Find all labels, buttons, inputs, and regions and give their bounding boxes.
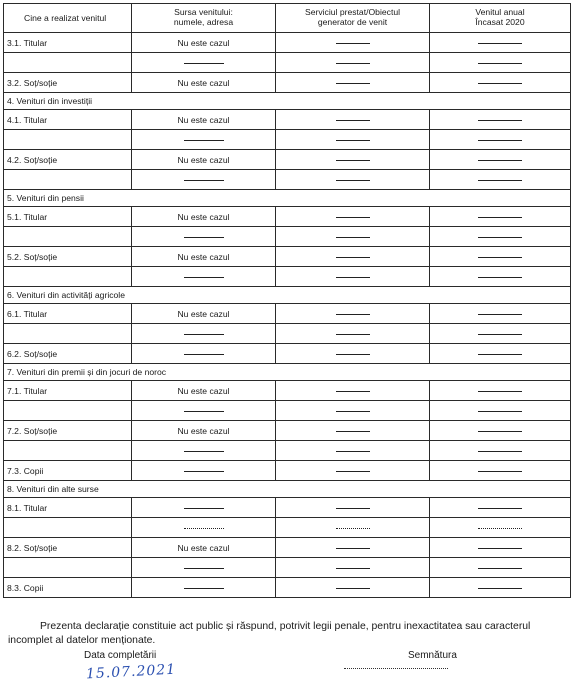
row-label: [4, 324, 132, 344]
blank-dash: [478, 354, 522, 355]
blank-dash: [336, 391, 370, 392]
amount-cell: [430, 441, 571, 461]
blank-dash: [184, 354, 224, 355]
blank-dash: [184, 451, 224, 452]
table-row: [4, 578, 571, 598]
service-cell: [276, 441, 430, 461]
blank-dash: [336, 508, 370, 509]
service-cell: [276, 324, 430, 344]
declaration-text: Prezenta declarație constituie act public și răspund, potrivit legii penale, pentru inexactitatea sau caracterul incomplet al datelor menționate.: [8, 621, 531, 647]
blank-dash: [336, 237, 370, 238]
section-title: 6. Venituri din activități agricole: [4, 287, 571, 304]
table-row: [4, 130, 571, 150]
blank-dash: [478, 314, 522, 315]
service-cell: [276, 498, 430, 518]
row-label: 8.3. Copii: [4, 578, 132, 598]
blank-dash: [184, 568, 224, 569]
source-cell: [132, 53, 276, 73]
blank-dash: [478, 180, 522, 181]
header-who-label: Cine a realizat venitul: [24, 13, 107, 23]
blank-dash: [336, 568, 370, 569]
row-label: [4, 558, 132, 578]
source-cell: Nu este cazul: [132, 73, 276, 93]
service-cell: [276, 518, 430, 538]
service-cell: [276, 150, 430, 170]
source-cell: [132, 130, 276, 150]
table-row: [4, 538, 571, 558]
amount-cell: [430, 538, 571, 558]
blank-dash: [336, 120, 370, 121]
row-label: [4, 401, 132, 421]
row-label: 7.1. Titular: [4, 381, 132, 401]
blank-dash: [336, 217, 370, 218]
section-header-row: [4, 287, 571, 304]
blank-dash: [478, 411, 522, 412]
amount-cell: [430, 73, 571, 93]
row-label: 7.2. Soț/soție: [4, 421, 132, 441]
header-source-line1: Sursa venitului:: [174, 7, 233, 17]
blank-dash: [336, 314, 370, 315]
source-cell: Nu este cazul: [132, 538, 276, 558]
section-header-row: [4, 93, 571, 110]
service-cell: [276, 461, 430, 481]
blank-dash: [336, 588, 370, 589]
table-row: [4, 344, 571, 364]
blank-dash: [184, 588, 224, 589]
service-cell: [276, 130, 430, 150]
blank-dash: [336, 160, 370, 161]
service-cell: [276, 170, 430, 190]
date-value: 15.07.2021: [85, 661, 177, 682]
service-cell: [276, 110, 430, 130]
header-source-line2: numele, adresa: [173, 17, 234, 27]
header-amount-line1: Venitul anual: [475, 7, 525, 17]
header-service: [276, 4, 430, 33]
amount-cell: [430, 304, 571, 324]
service-cell: [276, 73, 430, 93]
blank-dash: [336, 257, 370, 258]
row-label: 8.1. Titular: [4, 498, 132, 518]
blank-dash: [478, 334, 522, 335]
section-title: 4. Venituri din investiții: [4, 93, 571, 110]
blank-dash: [336, 83, 370, 84]
table-row: [4, 324, 571, 344]
source-cell: Nu este cazul: [132, 421, 276, 441]
table-row: [4, 150, 571, 170]
table-row: [4, 110, 571, 130]
row-label: 3.2. Soț/soție: [4, 73, 132, 93]
row-label: [4, 441, 132, 461]
source-cell: Nu este cazul: [132, 381, 276, 401]
blank-dash: [336, 63, 370, 64]
source-cell: [132, 344, 276, 364]
row-label: [4, 227, 132, 247]
amount-cell: [430, 518, 571, 538]
blank-dash: [478, 471, 522, 472]
source-cell: Nu este cazul: [132, 150, 276, 170]
row-label: 4.1. Titular: [4, 110, 132, 130]
header-who: [4, 4, 132, 33]
blank-dash: [184, 277, 224, 278]
amount-cell: [430, 207, 571, 227]
service-cell: [276, 267, 430, 287]
row-label: [4, 267, 132, 287]
table-row: [4, 33, 571, 53]
service-cell: [276, 401, 430, 421]
header-amount: [430, 4, 571, 33]
table-row: [4, 461, 571, 481]
service-cell: [276, 227, 430, 247]
blank-dash: [336, 140, 370, 141]
blank-dash: [478, 140, 522, 141]
source-cell: Nu este cazul: [132, 33, 276, 53]
table-header-row: [4, 4, 571, 33]
blank-dash: [336, 548, 370, 549]
blank-dash: [336, 431, 370, 432]
service-cell: [276, 344, 430, 364]
service-cell: [276, 304, 430, 324]
signature-line: [344, 668, 448, 669]
blank-dash: [478, 257, 522, 258]
table-row: [4, 247, 571, 267]
row-label: 4.2. Soț/soție: [4, 150, 132, 170]
blank-dash: [184, 471, 224, 472]
row-label: 5.2. Soț/soție: [4, 247, 132, 267]
blank-dash: [478, 528, 522, 529]
service-cell: [276, 558, 430, 578]
section-title: 5. Venituri din pensii: [4, 190, 571, 207]
source-cell: [132, 227, 276, 247]
header-amount-line2: Încasat 2020: [475, 17, 525, 27]
blank-dash: [184, 63, 224, 64]
table-row: [4, 73, 571, 93]
source-cell: [132, 324, 276, 344]
amount-cell: [430, 401, 571, 421]
source-cell: [132, 170, 276, 190]
service-cell: [276, 381, 430, 401]
amount-cell: [430, 324, 571, 344]
blank-dash: [336, 411, 370, 412]
amount-cell: [430, 227, 571, 247]
blank-dash: [478, 63, 522, 64]
service-cell: [276, 207, 430, 227]
blank-dash: [478, 160, 522, 161]
table-row: [4, 421, 571, 441]
blank-dash: [184, 528, 224, 529]
date-label: Data completării: [84, 650, 157, 661]
blank-dash: [336, 334, 370, 335]
row-label: 7.3. Copii: [4, 461, 132, 481]
table-row: [4, 267, 571, 287]
source-cell: [132, 518, 276, 538]
blank-dash: [478, 451, 522, 452]
header-source: [132, 4, 276, 33]
service-cell: [276, 538, 430, 558]
blank-dash: [478, 568, 522, 569]
amount-cell: [430, 461, 571, 481]
table-row: [4, 207, 571, 227]
amount-cell: [430, 498, 571, 518]
source-cell: [132, 461, 276, 481]
service-cell: [276, 247, 430, 267]
header-service-line1: Serviciul prestat/Obiectul: [304, 7, 401, 17]
amount-cell: [430, 344, 571, 364]
amount-cell: [430, 381, 571, 401]
section-header-row: [4, 190, 571, 207]
blank-dash: [478, 120, 522, 121]
row-label: [4, 170, 132, 190]
amount-cell: [430, 247, 571, 267]
amount-cell: [430, 421, 571, 441]
table-row: [4, 518, 571, 538]
table-row: [4, 558, 571, 578]
amount-cell: [430, 558, 571, 578]
blank-dash: [478, 237, 522, 238]
table-row: [4, 401, 571, 421]
section-header-row: [4, 364, 571, 381]
amount-cell: [430, 33, 571, 53]
row-label: 6.1. Titular: [4, 304, 132, 324]
source-cell: Nu este cazul: [132, 207, 276, 227]
source-cell: Nu este cazul: [132, 304, 276, 324]
source-cell: Nu este cazul: [132, 110, 276, 130]
amount-cell: [430, 578, 571, 598]
source-cell: [132, 558, 276, 578]
blank-dash: [336, 451, 370, 452]
row-label: [4, 518, 132, 538]
blank-dash: [478, 217, 522, 218]
blank-dash: [184, 180, 224, 181]
income-declaration-table: [3, 3, 571, 598]
row-label: [4, 53, 132, 73]
blank-dash: [336, 354, 370, 355]
amount-cell: [430, 53, 571, 73]
row-label: 5.1. Titular: [4, 207, 132, 227]
table-row: [4, 381, 571, 401]
amount-cell: [430, 110, 571, 130]
service-cell: [276, 421, 430, 441]
table-row: [4, 304, 571, 324]
blank-dash: [478, 391, 522, 392]
table-row: [4, 227, 571, 247]
section-title: 8. Venituri din alte surse: [4, 481, 571, 498]
blank-dash: [336, 471, 370, 472]
blank-dash: [184, 237, 224, 238]
blank-dash: [478, 43, 522, 44]
row-label: [4, 130, 132, 150]
blank-dash: [336, 43, 370, 44]
blank-dash: [336, 180, 370, 181]
blank-dash: [184, 508, 224, 509]
service-cell: [276, 53, 430, 73]
amount-cell: [430, 130, 571, 150]
table-row: [4, 170, 571, 190]
source-cell: [132, 401, 276, 421]
blank-dash: [478, 588, 522, 589]
source-cell: [132, 267, 276, 287]
amount-cell: [430, 150, 571, 170]
table-row: [4, 53, 571, 73]
blank-dash: [336, 277, 370, 278]
header-service-line2: generator de venit: [317, 17, 388, 27]
source-cell: [132, 578, 276, 598]
table-row: [4, 441, 571, 461]
row-label: 8.2. Soț/soție: [4, 538, 132, 558]
source-cell: [132, 441, 276, 461]
signature-label: Semnătura: [408, 650, 457, 661]
blank-dash: [478, 83, 522, 84]
blank-dash: [184, 334, 224, 335]
table-row: [4, 498, 571, 518]
amount-cell: [430, 267, 571, 287]
blank-dash: [478, 431, 522, 432]
blank-dash: [478, 277, 522, 278]
blank-dash: [478, 548, 522, 549]
row-label: 6.2. Soț/soție: [4, 344, 132, 364]
source-cell: Nu este cazul: [132, 247, 276, 267]
source-cell: [132, 498, 276, 518]
blank-dash: [184, 411, 224, 412]
amount-cell: [430, 170, 571, 190]
service-cell: [276, 33, 430, 53]
service-cell: [276, 578, 430, 598]
blank-dash: [336, 528, 370, 529]
blank-dash: [184, 140, 224, 141]
row-label: 3.1. Titular: [4, 33, 132, 53]
section-header-row: [4, 481, 571, 498]
blank-dash: [478, 508, 522, 509]
section-title: 7. Venituri din premii și din jocuri de noroc: [4, 364, 571, 381]
